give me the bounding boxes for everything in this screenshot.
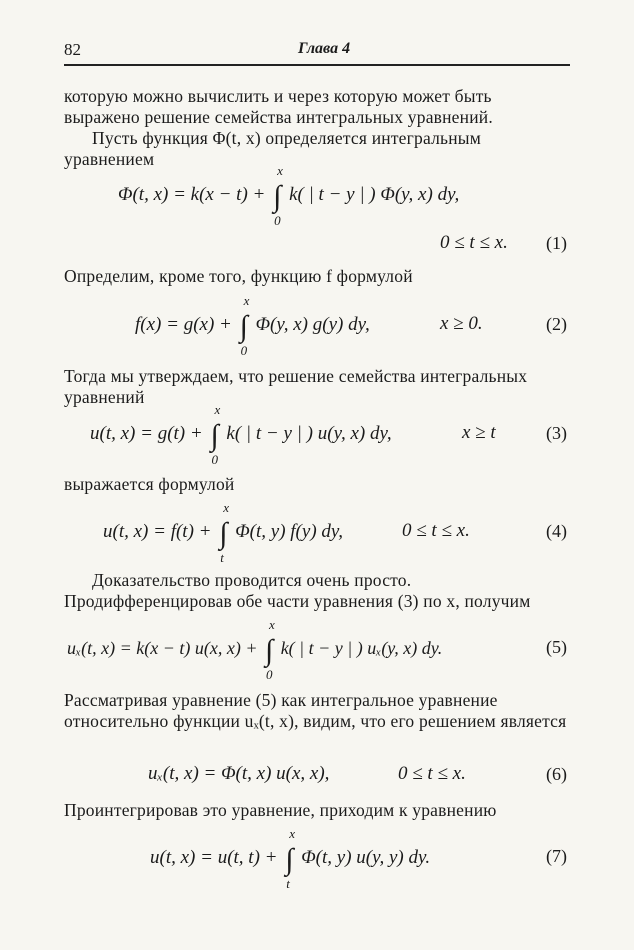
integral-upper-limit: x [214, 402, 221, 417]
equation-1-integrand: k( | t − y | ) Φ(y, x) dy, [289, 184, 460, 205]
equation-3 [90, 402, 392, 467]
equation-2-lhs: f(x) = g(x) + [135, 314, 232, 335]
integral-upper-limit: x [223, 500, 230, 515]
integral-upper-limit: x [268, 617, 275, 632]
equation-3-number: (3) [546, 423, 567, 443]
integral-upper-limit: x [289, 826, 296, 841]
paragraph-7: Рассматривая уравнение (5) как интегральное уравнение относительно функции uₓ(t, x), видим, что его решением является [64, 690, 567, 731]
equation-2-number: (2) [546, 314, 567, 334]
paragraph-2: Пусть функция Φ(t, x) определяется интегральным уравнением [64, 128, 481, 169]
paragraph-3: Определим, кроме того, функцию f формулой [64, 266, 413, 286]
equation-7-lhs: u(t, x) = u(t, t) + [150, 847, 278, 868]
equation-7-number: (7) [546, 846, 567, 866]
integral-lower-limit: 0 [265, 667, 273, 682]
equation-1 [118, 163, 460, 228]
equation-2 [135, 293, 370, 358]
integral-sign: ∫ x 0 [239, 293, 250, 358]
integral-lower-limit: 0 [274, 213, 281, 228]
equation-6-number: (6) [546, 764, 567, 784]
integral-lower-limit: t [220, 550, 224, 565]
equation-5-integrand: k( | t − y | ) uₓ(y, x) dy. [280, 638, 443, 658]
equation-7-integrand: Φ(t, y) u(y, y) dy. [301, 847, 431, 868]
integral-lower-limit: 0 [211, 452, 218, 467]
equation-3-condition: x ≥ t [462, 422, 496, 443]
paragraph-4: Тогда мы утверждаем, что решение семейства интегральных уравнений [64, 366, 528, 407]
equation-5-lhs: uₓ(t, x) = k(x − t) u(x, x) + [67, 638, 258, 658]
paragraph-1: которую можно вычислить и через которую может быть выражено решение семейства интегральных уравнений. [64, 86, 493, 127]
equation-6-condition: 0 ≤ t ≤ x. [398, 763, 466, 784]
equation-2-integrand: Φ(y, x) g(y) dy, [255, 314, 370, 335]
equation-3-lhs: u(t, x) = g(t) + [90, 423, 203, 444]
integral-upper-limit: x [243, 293, 250, 308]
equation-1-number: (1) [546, 233, 567, 253]
integral-upper-limit: x [277, 163, 283, 178]
equation-1-condition: 0 ≤ t ≤ x. [440, 232, 508, 253]
chapter-title: Глава 4 [298, 40, 351, 57]
equation-4-lhs: u(t, x) = f(t) + [103, 521, 212, 542]
integral-sign: ∫ x 0 [210, 402, 221, 467]
integral-lower-limit: 0 [240, 343, 248, 358]
equation-4-number: (4) [546, 521, 567, 541]
equation-5-number: (5) [546, 637, 567, 657]
page-number: 82 [64, 40, 81, 59]
integral-sign: ∫ x t [285, 826, 296, 891]
integral-sign: ∫ x t [219, 500, 230, 565]
paragraph-6: Доказательство проводится очень просто. Продифференцировав обе части уравнения (3) по x, получим [64, 570, 531, 611]
equation-6: uₓ(t, x) = Φ(t, x) u(x, x), [148, 763, 330, 784]
equation-3-integrand: k( | t − y | ) u(y, x) dy, [226, 423, 392, 444]
integral-sign: ∫ x 0 [264, 617, 275, 682]
page-header [64, 38, 570, 66]
equation-4 [103, 500, 344, 565]
equation-5 [67, 617, 443, 682]
equation-4-condition: 0 ≤ t ≤ x. [402, 520, 470, 541]
equation-7 [150, 826, 431, 891]
integral-lower-limit: t [286, 876, 290, 891]
equation-2-condition: x ≥ 0. [440, 313, 483, 334]
integral-sign: ∫ x 0 [273, 163, 283, 228]
equation-1-lhs: Φ(t, x) = k(x − t) + [118, 184, 266, 205]
paragraph-5: выражается формулой [64, 474, 235, 494]
equation-4-integrand: Φ(t, y) f(y) dy, [235, 521, 344, 542]
paragraph-8: Проинтегрировав это уравнение, приходим к уравнению [64, 800, 497, 820]
